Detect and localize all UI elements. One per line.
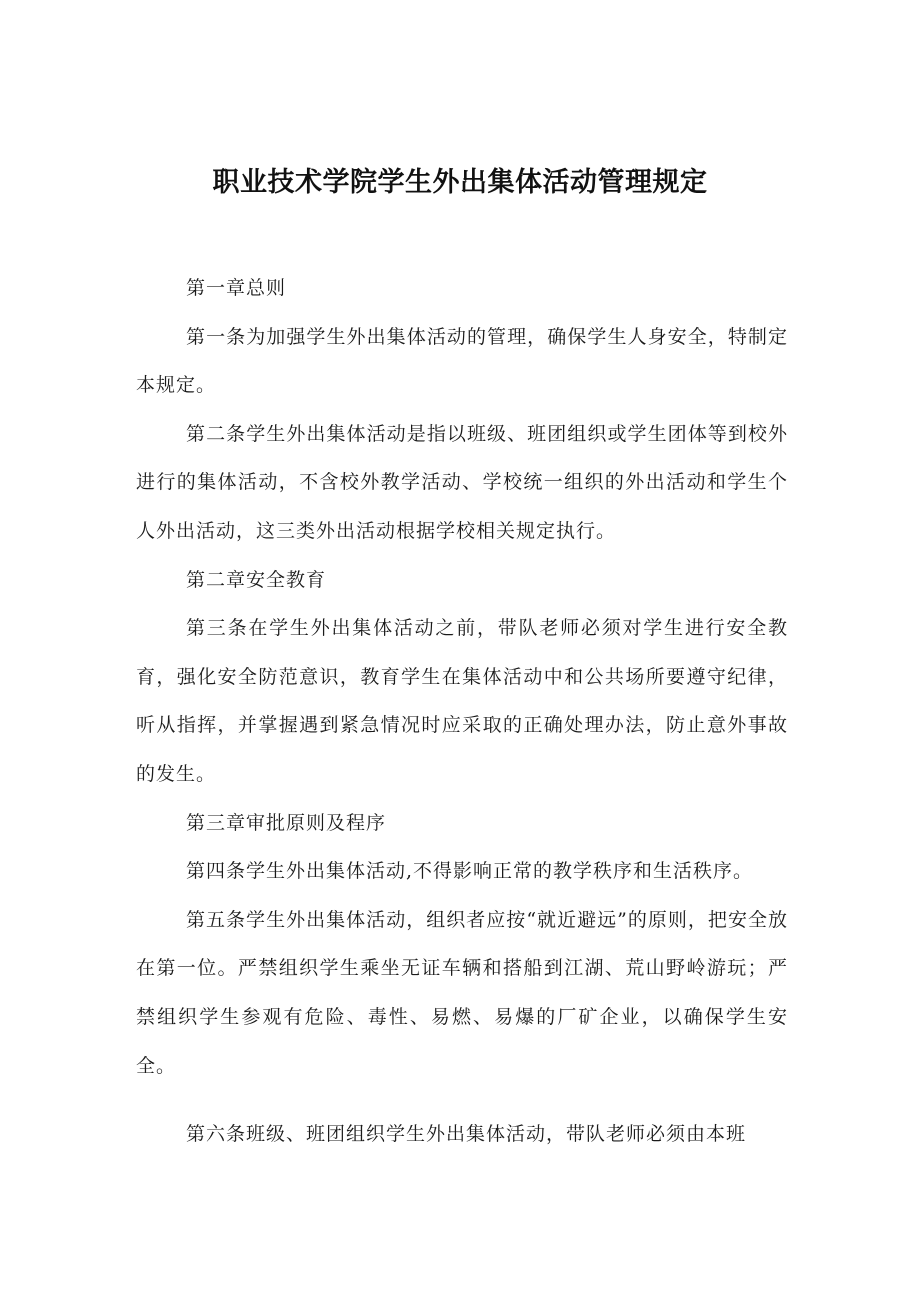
chapter-heading-2: 第二章安全教育: [186, 568, 327, 591]
article-5: 第五条学生外出集体活动，组织者应按“就近避远”的原则，把安全放在第一位。严禁组织学生乘坐无证车辆和搭船到江湖、荒山野岭游玩；严禁组织学生参观有危险、毒性、易燃、易爆的厂矿企业，以确保学生安全。: [136, 908, 788, 1077]
article-2: 第二条学生外出集体活动是指以班级、班团组织或学生团体等到校外进行的集体活动，不含校外教学活动、学校统一组织的外出活动和学生个人外出活动，这三类外出活动根据学校相关规定执行。: [136, 422, 788, 542]
document-title: 职业技术学院学生外出集体活动管理规定: [212, 167, 708, 198]
document-body: [136, 264, 788, 1159]
chapter-heading-1: 第一章总则: [186, 277, 287, 299]
article-4: 第四条学生外出集体活动,不得影响正常的教学秩序和生活秩序。: [186, 860, 754, 883]
article-6: 第六条班级、班团组织学生外出集体活动，带队老师必须由本班: [186, 1123, 747, 1146]
chapter-heading-3: 第三章审批原则及程序: [186, 811, 387, 834]
article-3: 第三条在学生外出集体活动之前，带队老师必须对学生进行安全教育，强化安全防范意识，教育学生在集体活动中和公共场所要遵守纪律，听从指挥，并掌握遇到紧急情况时应采取的正确处理办法，防止意外事故的发生。: [136, 617, 788, 785]
article-1: 第一条为加强学生外出集体活动的管理，确保学生人身安全，特制定本规定。: [136, 325, 788, 397]
